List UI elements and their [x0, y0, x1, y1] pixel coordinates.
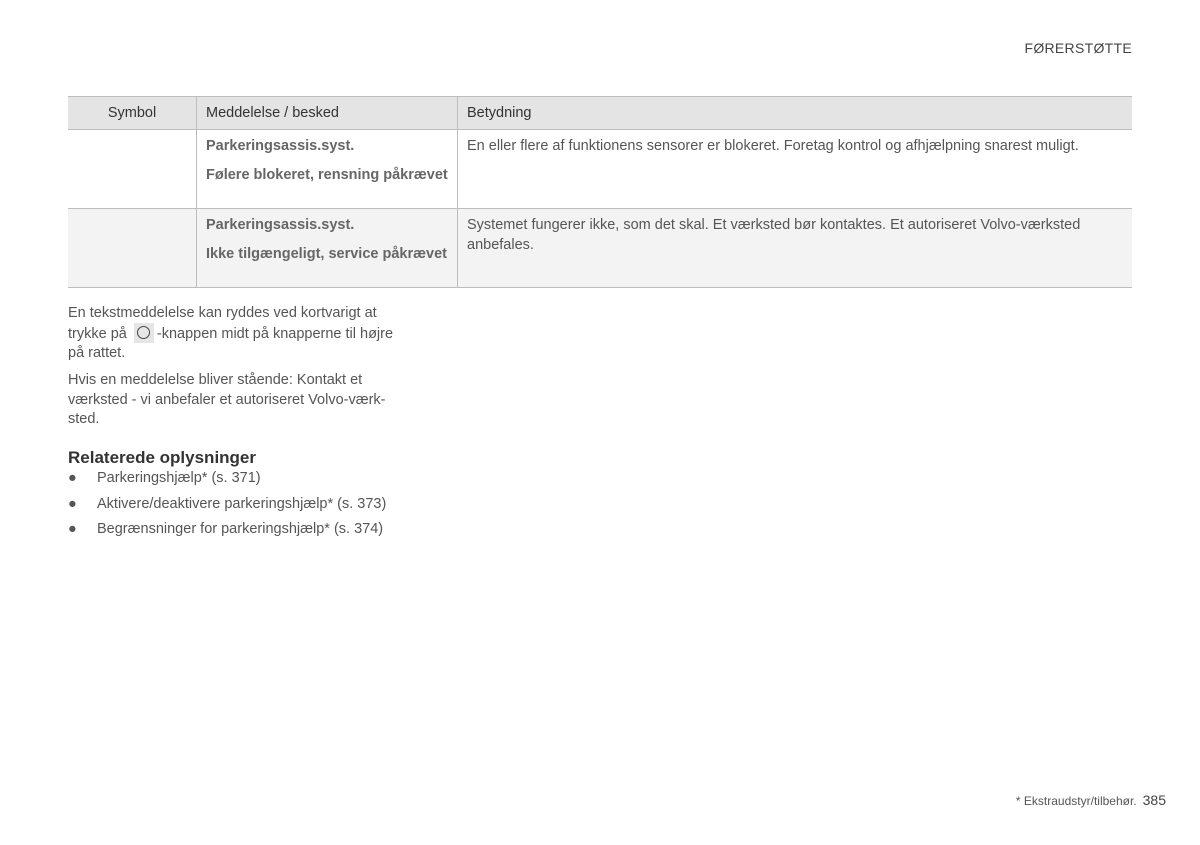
- paragraph-contact-workshop: Hvis en meddelelse bliver stående: Kontakt et værksted - vi anbefaler et autoriseret Volvo-værk-sted.: [68, 372, 386, 428]
- round-button-icon: [134, 323, 154, 343]
- related-link[interactable]: Parkeringshjælp* (s. 371): [97, 470, 261, 487]
- body-text: [68, 304, 408, 546]
- page-number: 385: [1142, 792, 1166, 808]
- list-item[interactable]: [68, 495, 408, 515]
- message-text: Følere blokeret, rensning påkrævet: [206, 167, 448, 183]
- symbol-cell: [68, 130, 197, 209]
- meaning-cell: Systemet fungerer ikke, som det skal. Et værksted bør kontaktes. Et autoriseret Volvo-værksted anbefales.: [458, 209, 1133, 288]
- list-item[interactable]: [68, 469, 408, 489]
- chapter-title: FØRERSTØTTE: [1024, 40, 1132, 56]
- bullet-icon: ●: [68, 521, 77, 538]
- list-item[interactable]: [68, 520, 408, 540]
- bullet-icon: ●: [68, 495, 77, 512]
- related-link[interactable]: Aktivere/deaktivere parkeringshjælp* (s. 373): [97, 495, 387, 512]
- message-cell: [197, 130, 458, 209]
- table-row: [68, 130, 1132, 209]
- column-header-meaning: Betydning: [458, 97, 1133, 130]
- paragraph-text: En tekstmeddelelse kan ryddes ved kortvarigt at trykke på: [68, 305, 377, 342]
- footnote: * Ekstraudstyr/tilbehør.: [1015, 794, 1137, 808]
- message-title: Parkeringsassis.syst.: [206, 138, 355, 154]
- table-header-row: [68, 97, 1132, 130]
- paragraph-text: -knappen midt på knapperne til højre på rattet.: [68, 325, 394, 361]
- related-link[interactable]: Begrænsninger for parkeringshjælp* (s. 374): [97, 521, 384, 538]
- related-list: [68, 469, 408, 540]
- message-text: Ikke tilgængeligt, service påkrævet: [206, 246, 447, 262]
- message-title: Parkeringsassis.syst.: [206, 217, 355, 233]
- paragraph-clear-message: [68, 304, 408, 363]
- column-header-symbol: Symbol: [68, 97, 197, 130]
- symbol-cell: [68, 209, 197, 288]
- bullet-icon: ●: [68, 470, 77, 487]
- meaning-cell: En eller flere af funktionens sensorer er blokeret. Foretag kontrol og afhjælpning snarest muligt.: [458, 130, 1133, 209]
- related-heading: Relaterede oplysninger: [68, 447, 257, 467]
- message-table: [68, 96, 1132, 288]
- page-footer: [1016, 792, 1166, 808]
- message-cell: [197, 209, 458, 288]
- table-row: [68, 209, 1132, 288]
- column-header-message: Meddelelse / besked: [197, 97, 458, 130]
